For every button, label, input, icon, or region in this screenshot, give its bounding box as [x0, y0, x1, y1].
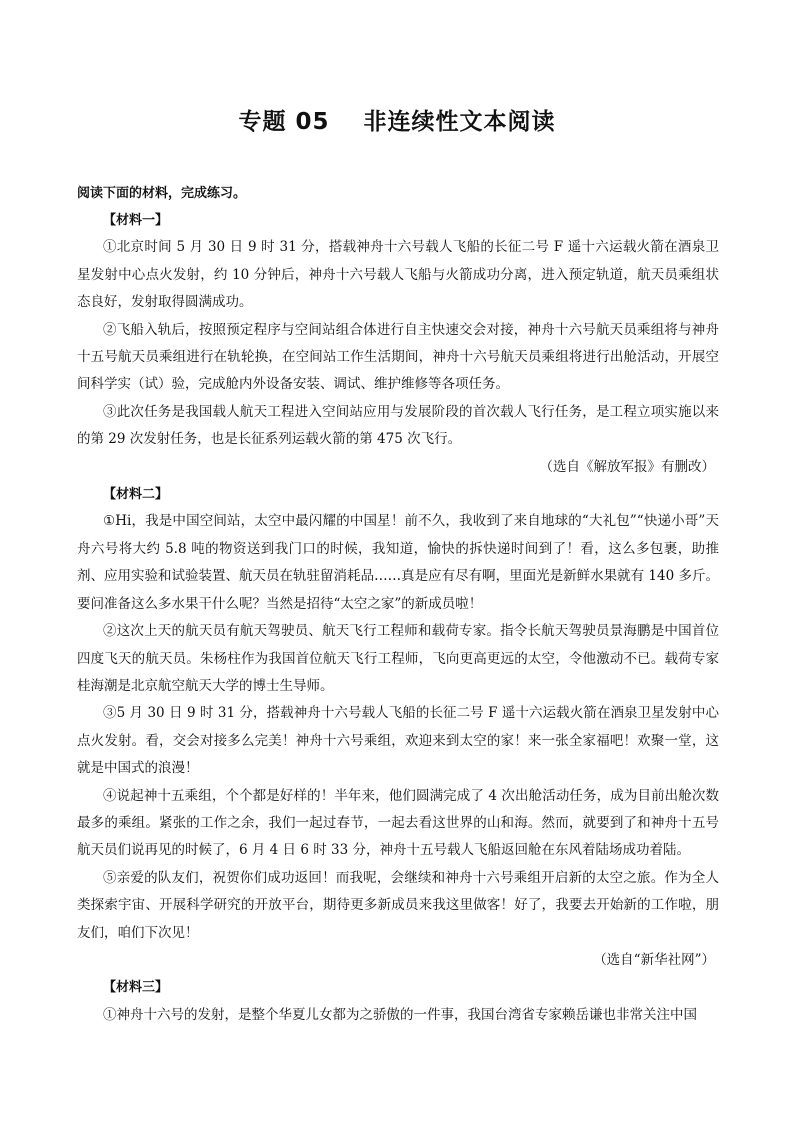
material-2-paragraph-5: ⑤亲爱的队友们，祝贺你们成功返回！而我呢，会继续和神舟十六号乘组开启新的太空之旅。作为全人类探索宇宙、开展科学研究的开放平台，期待更多新成员来我这里做客！好了，我要去开始新的工作啦，朋友们，咱们下次见！	[77, 869, 719, 941]
material-2-paragraph-2: ②这次上天的航天员有航天驾驶员、航天飞行工程师和载荷专家。指令长航天驾驶员景海鹏是中国首位四度飞天的航天员。朱杨柱作为我国首位航天飞行工程师，飞向更高更远的太空，令他激动不已。载荷专家桂海潮是北京航空航天大学的博士生导师。	[77, 623, 719, 694]
instruction-text: 阅读下面的材料，完成练习。	[77, 186, 247, 201]
material-1-paragraph-2: ②飞船入轨后，按照预定程序与空间站组合体进行自主快速交会对接，神舟十六号航天员乘组将与神舟十五号航天员乘组进行在轨轮换，在空间站工作生活期间，神舟十六号航天员乘组将进行出舱活动，开展空间科学实（试）验，完成舱内外设备安装、调试、维护维修等各项任务。	[77, 321, 719, 393]
material-2-paragraph-3: ③5 月 30 日 9 时 31 分，搭载神舟十六号载人飞船的长征二号 F 遥十六运载火箭在酒泉卫星发射中心点火发射。看，交会对接多么完美！神舟十六号乘组，欢迎来到太空的家！来一张全家福吧！欢聚一堂，这就是中国式的浪漫！	[77, 705, 719, 777]
page-title	[0, 103, 794, 136]
material-1-source: （选自《解放军报》有删改）	[539, 458, 715, 475]
material-2-paragraph-1: ①Hi，我是中国空间站，太空中最闪耀的中国星！前不久，我收到了来自地球的“大礼包”“快递小哥”天舟六号将大约 5.8 吨的物资送到我门口的时候，我知道，愉快的拆快递时间到了！看，这么多包裹，助推剂、应用实验和试验装置、航天员在轨驻留消耗品……真是应有尽有啊，里面光是新鲜水果就有 140 多斤。要问准备这么多水果干什么呢？当然是招待“太空之家”的新成员啦！	[77, 513, 719, 612]
material-1-paragraph-1: ①北京时间 5 月 30 日 9 时 31 分，搭载神舟十六号载人飞船的长征二号 F 遥十六运载火箭在酒泉卫星发射中心点火发射，约 10 分钟后，神舟十六号载人飞船与火箭成功分离，进入预定轨道，航天员乘组状态良好，发射取得圆满成功。	[77, 239, 719, 311]
content-body	[77, 180, 719, 1029]
material-1-heading: 【材料一】	[103, 213, 169, 228]
material-3-paragraph-1: ①神舟十六号的发射，是整个华夏儿女都为之骄傲的一件事，我国台湾省专家赖岳谦也非常关注中国	[103, 1006, 697, 1023]
material-3-heading: 【材料三】	[103, 980, 169, 996]
material-2-heading: 【材料二】	[103, 487, 169, 503]
title-number: 专题 05	[238, 109, 330, 135]
material-2-source: （选自“新华社网”）	[593, 951, 715, 968]
material-1-paragraph-3: ③此次任务是我国载人航天工程进入空间站应用与发展阶段的首次载人飞行任务，是工程立项实施以来的第 29 次发射任务，也是长征系列运载火箭的第 475 次飞行。	[77, 403, 719, 448]
material-2-paragraph-4: ④说起神十五乘组，个个都是好样的！半年来，他们圆满完成了 4 次出舱活动任务，成为目前出舱次数最多的乘组。紧张的工作之余，我们一起过春节，一起去看这世界的山和海。然而，就要到了和神舟十五号航天员们说再见的时候了，6 月 4 日 6 时 33 分，神舟十五号载人飞船返回舱在东风着陆场成功着陆。	[77, 787, 719, 859]
title-name: 非连续性文本阅读	[363, 109, 556, 135]
